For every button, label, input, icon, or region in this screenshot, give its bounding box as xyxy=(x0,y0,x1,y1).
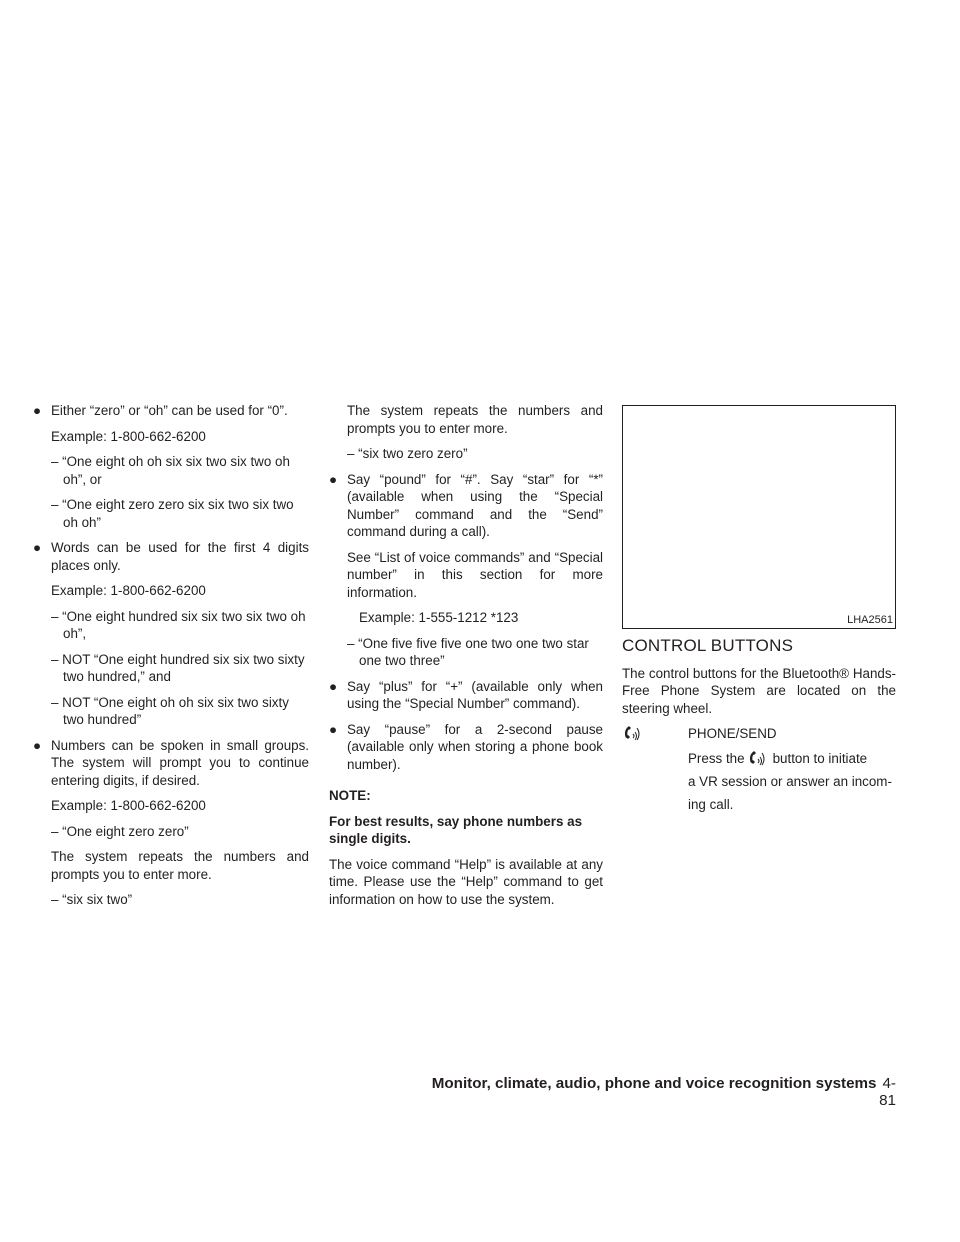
bullet-item: ● Say “plus” for “+” (available only when using the “Special Number” command). xyxy=(329,678,603,711)
dash-item: – “One five five five one two one two star one two three” xyxy=(347,635,589,668)
note-text: The voice command “Help” is available at any time. Please use the “Help” command to get information on how to use the system. xyxy=(329,856,603,907)
control-label: PHONE/SEND xyxy=(688,726,777,741)
bullet-item: ● Words can be used for the first 4 digits places only. xyxy=(33,540,309,573)
example-text: Example: 1-555-1212 *123 xyxy=(359,610,519,625)
bullet-item: ● Say “pause” for a 2-second pause (available only when storing a phone book number). xyxy=(329,721,603,772)
bullet-item: ● Say “pound” for “#”. Say “star” for “*” (available when using the “Special Number” command and the “Send” command during a call). xyxy=(329,471,603,539)
section-heading: CONTROL BUTTONS xyxy=(622,636,794,655)
section-title: Monitor, climate, audio, phone and voice recognition systems xyxy=(431,1075,877,1092)
body-text: The system repeats the numbers and prompts you to enter more. xyxy=(51,849,309,882)
phone-send-icon xyxy=(747,750,767,768)
page-footer xyxy=(430,1075,896,1109)
dash-item: – “One eight hundred six six two six two oh oh”, xyxy=(51,608,306,641)
column-3 xyxy=(622,402,896,816)
dash-item: – “One eight zero zero six six two six two oh oh” xyxy=(51,497,294,530)
phone-send-icon xyxy=(622,725,642,743)
figure-label: LHA2561 xyxy=(847,614,893,626)
bullet-icon: ● xyxy=(33,540,42,555)
column-1 xyxy=(33,402,309,917)
bullet-item: ● Either “zero” or “oh” can be used for “0”. xyxy=(33,403,288,418)
example-text: Example: 1-800-662-6200 xyxy=(51,428,206,444)
bullet-icon: ● xyxy=(329,678,338,694)
bullet-icon: ● xyxy=(329,471,338,487)
section-intro: The control buttons for the Bluetooth® Hands-Free Phone System are located on the steering wheel. xyxy=(622,665,896,716)
control-row xyxy=(622,725,896,743)
body-text: See “List of voice commands” and “Special number” in this section for more information. xyxy=(347,549,603,600)
figure-frame xyxy=(622,405,896,629)
dash-item: – “six two zero zero” xyxy=(347,446,468,461)
dash-item: – “One eight oh oh six six two six two oh oh”, or xyxy=(51,454,290,487)
dash-item: – NOT “One eight oh oh six six two sixty two hundred” xyxy=(51,694,289,727)
page-number: 4-81 xyxy=(879,1075,896,1109)
example-text: Example: 1-800-662-6200 xyxy=(51,583,206,598)
example-text: Example: 1-800-662-6200 xyxy=(51,798,206,813)
body-text: The system repeats the numbers and prompts you to enter more. xyxy=(347,403,603,436)
note-bold-text: For best results, say phone numbers as single digits. xyxy=(329,813,583,846)
dash-item: – “six six two” xyxy=(51,892,133,907)
dash-item: – “One eight zero zero” xyxy=(51,823,189,839)
column-2 xyxy=(329,402,603,916)
dash-item: – NOT “One eight hundred six six two sixty two hundred,” and xyxy=(51,651,305,684)
note-heading: NOTE: xyxy=(329,788,371,803)
bullet-icon: ● xyxy=(329,721,338,737)
bullet-item: ● Numbers can be spoken in small groups. The system will prompt you to continue entering digits, if desired. xyxy=(33,737,309,788)
control-description: Press the button to initiate a VR session or answer an incom- ing call. xyxy=(688,751,892,812)
bullet-icon: ● xyxy=(33,737,42,753)
bullet-icon: ● xyxy=(33,403,42,418)
